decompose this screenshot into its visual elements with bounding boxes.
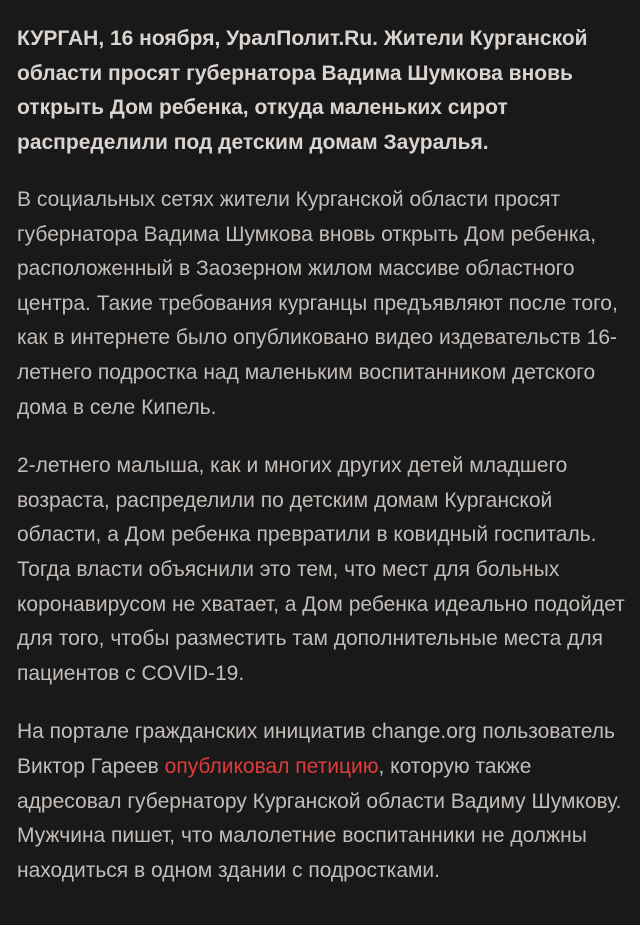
article-paragraph-3	[17, 715, 625, 888]
paragraph-3-text-start: На портале гражданских инициатив change.org пользователь Виктор Гареев	[17, 720, 615, 778]
article-lead: КУРГАН, 16 ноября, УралПолит.Ru. Жители Курганской области просят губернатора Вадима Шумкова вновь открыть Дом ребенка, откуда маленьких сирот распределили под детским домам Зауралья.	[17, 27, 588, 154]
paragraph-3-text-end: , которую также адресовал губернатору Курганской области Вадиму Шумкову. Мужчина пишет, что малолетние воспитанники не должны находиться в одном здании с подростками.	[17, 754, 622, 882]
petition-link[interactable]: опубликовал петицию	[164, 754, 379, 778]
article-paragraph-2: 2-летнего малыша, как и многих других детей младшего возраста, распределили по детским домам Курганской области, а Дом ребенка превратили в ковидный госпиталь. Тогда власти объяснили это тем, что мест для больных коронавирусом не хватает, а Дом ребенка идеально подойдет для того, чтобы разместить там дополнительные места для пациентов с COVID-19.	[17, 454, 625, 685]
article-body	[17, 22, 625, 912]
article-paragraph-1: В социальных сетях жители Курганской области просят губернатора Вадима Шумкова вновь открыть Дом ребенка, расположенный в Заозерном жилом массиве областного центра. Такие требования курганцы предъявляют после того, как в интернете было опубликовано видео издевательств 16-летнего подростка над маленьким воспитанником детского дома в селе Кипель.	[17, 188, 618, 419]
